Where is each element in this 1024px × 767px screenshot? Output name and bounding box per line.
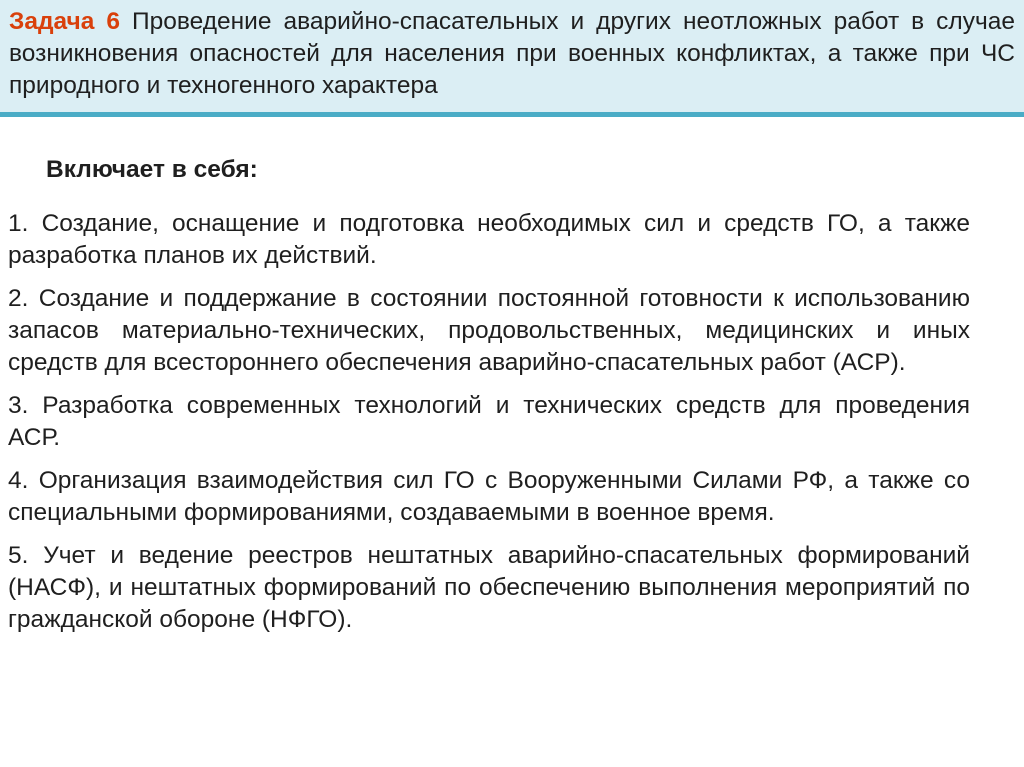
header-divider [0,112,1024,117]
title-text: Проведение аварийно-спасательных и других неотложных работ в случае возникновения опасностей для населения при военных конфликтах, а также при ЧС природного и техногенного характера [9,8,1015,99]
header-band [0,0,1024,112]
list-item: 4. Организация взаимодействия сил ГО с Вооруженными Силами РФ, а также со специальными формированиями, создаваемыми в военное время. [8,467,970,526]
list-item: 3. Разработка современных технологий и технических средств для проведения АСР. [8,392,970,451]
list-item: 2. Создание и поддержание в состоянии постоянной готовности к использованию запасов материально-технических, продовольственных, медицинских и иных средств для всестороннего обеспечения аварийно-спасательных работ (АСР). [8,285,970,376]
slide-title [9,6,1015,102]
intro-heading: Включает в себя: [46,156,258,183]
task-label: Задача 6 [9,8,121,35]
content-body [8,154,970,647]
list-item: 5. Учет и ведение реестров нештатных аварийно-спасательных формирований (НАСФ), и нештатных формирований по обеспечению выполнения мероприятий по гражданской обороне (НФГО). [8,542,970,633]
list-item: 1. Создание, оснащение и подготовка необходимых сил и средств ГО, а также разработка планов их действий. [8,210,970,269]
